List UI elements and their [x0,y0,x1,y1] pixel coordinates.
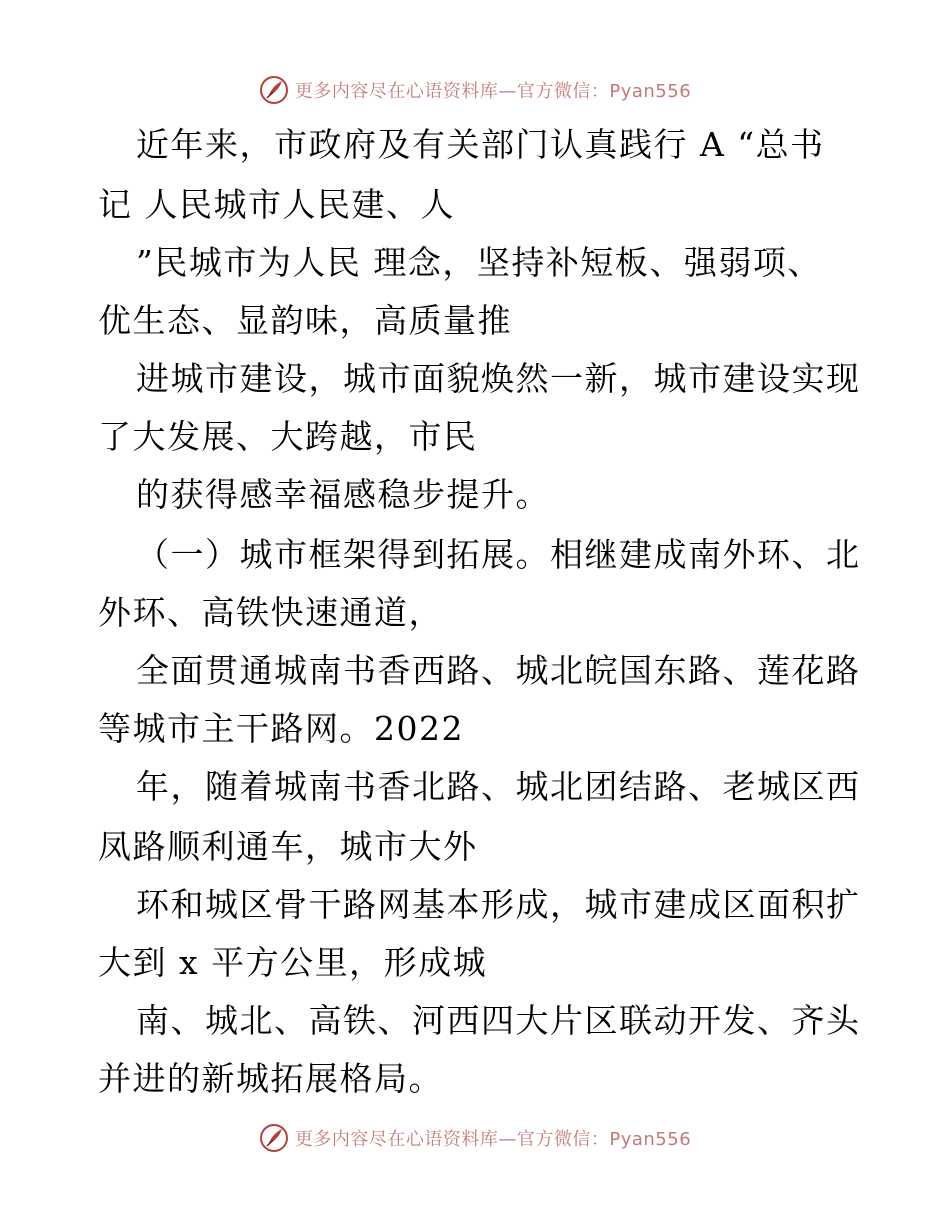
paragraph-line: 年，随着城南书香北路、城北团结路、老城区西 [136,767,861,806]
paragraph-line: 进城市建设，城市面貌焕然一新，城市建设实现 [136,359,861,398]
paragraph-line: 等城市主干路网。2022 [98,709,464,748]
paragraph-line: ”民城市为人民 理念，坚持补短板、强弱项、 [136,243,822,282]
paragraph-line: 大到 x 平方公里，形成城 [98,943,488,982]
paragraph-line: 了大发展、大跨越，市民 [98,417,478,456]
paragraph-line: 优生态、显韵味，高质量推 [98,301,512,340]
paragraph-line: 凤路顺利通车，城市大外 [98,827,478,866]
watermark-header [0,70,950,110]
watermark-footer [0,1118,950,1158]
feather-pen-icon [259,1123,289,1153]
section-heading-line: （一）城市框架得到拓展。相继建成南外环、北 [136,535,861,574]
watermark-text: 更多内容尽在心语资料库—官方微信：Pyan556 [294,1129,692,1150]
paragraph-line: 外环、高铁快速通道， [98,593,443,632]
watermark-text: 更多内容尽在心语资料库—官方微信：Pyan556 [294,81,692,102]
paragraph-line: 的获得感幸福感稳步提升。 [136,475,550,514]
paragraph-line: 近年来，市政府及有关部门认真践行 A “总书 [136,125,825,164]
paragraph-line: 环和城区骨干路网基本形成，城市建成区面积扩 [136,885,861,924]
paragraph-line: 并进的新城拓展格局。 [98,1059,443,1098]
feather-pen-icon [259,75,289,105]
paragraph-line: 南、城北、高铁、河西四大片区联动开发、齐头 [136,1001,861,1040]
paragraph-line: 记 人民城市人民建、人 [98,185,455,224]
paragraph-line: 全面贯通城南书香西路、城北皖国东路、莲花路 [136,651,861,690]
